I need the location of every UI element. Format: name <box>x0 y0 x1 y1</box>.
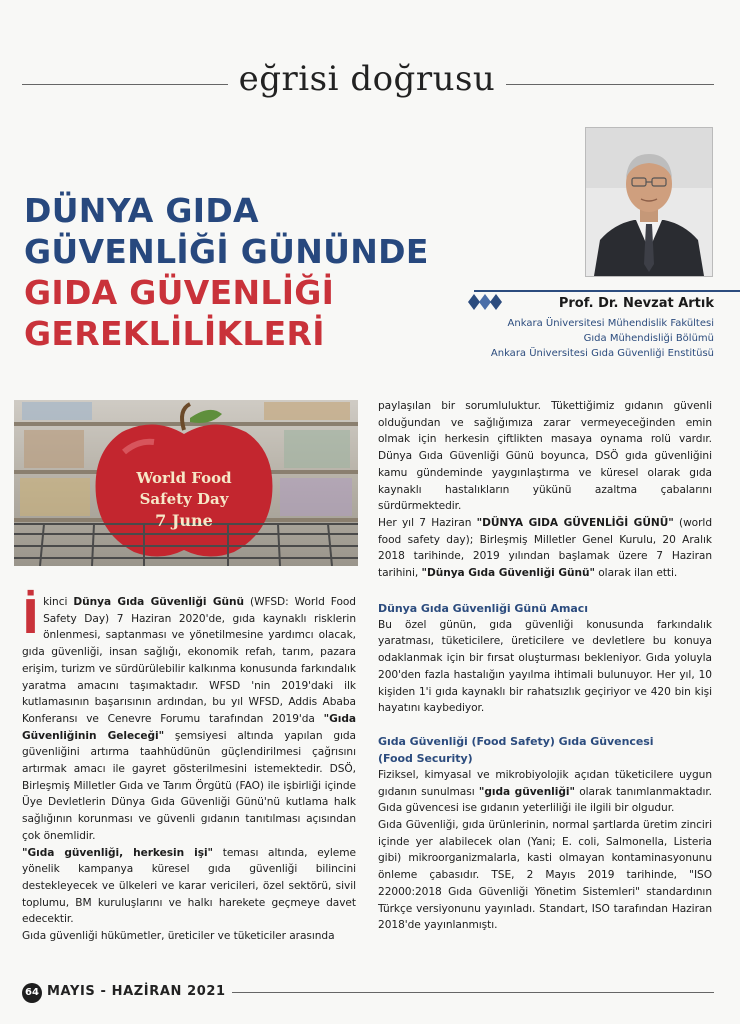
author-affiliation-1: Ankara Üniversitesi Mühendislik Fakültesi <box>507 318 714 329</box>
text-run: Fiziksel, kimyasal ve mikrobiyolojik açıdan tüketicilere uygun gıdanın sunulması <box>378 768 712 798</box>
text-run: Her yıl 7 Haziran <box>378 516 477 529</box>
left-paragraph-1 <box>22 590 357 845</box>
hero-text-line-2: Safety Day <box>139 490 229 508</box>
article-headline <box>24 190 464 354</box>
text-run: şemsiyesi altında yapılan gıda güvenliğini artırma taahhüdünün güçlendirilmesi çağrısını artırmak amacı ile gayret gösterilmesini istemektedir. DSÖ, Birleşmiş Milletler Gıda ve Tarım Örgütü (FAO) ile işbirliği içinde Üye Devletlerin Dünya Gıda Güvenliği Günü'nü kutlama halk sağlığının korunması ve güvenli gıdanın tanıtılması açısından çok önemlidir. <box>22 729 357 842</box>
subheading-food-security: (Food Security) <box>378 751 473 765</box>
bold-run: "Gıda güvenliği, herkesin işi" <box>22 846 214 859</box>
text-run: olarak ilan etti. <box>594 567 678 580</box>
author-affiliation-2: Gıda Mühendisliği Bölümü <box>583 333 714 344</box>
bold-run: Dünya Gıda Güvenliği Günü <box>73 596 244 608</box>
issue-date: MAYIS - HAZİRAN 2021 <box>47 984 226 999</box>
author-affiliation-3: Ankara Üniversitesi Gıda Güvenliği Enstitüsü <box>490 348 714 359</box>
subheading-purpose: Dünya Gıda Güvenliği Günü Amacı <box>378 601 588 615</box>
section-title: eğrisi doğrusu <box>238 59 496 99</box>
text-run: (WFSD: World Food Safety Day) 7 Haziran 2020'de, gıda kaynaklı risklerin önlenmesi, saptanması ve yönetilmesine yardımcı olacak, gıda güvenliği, insan sağlığı, ekonomik refah, tarım, pazara erişim, turizm ve sürdürülebilir kalkınma konusunda farkındalık yaratma amacını taşımaktadır. WFSD 'nin 2019'daki ilk kutlamasının başarısının ardından, bu yıl WFSD, Addis Ababa Konferansı ve Cenevre Forumu tarafından 2019'da <box>22 596 356 725</box>
text-run: olarak tanımlanmaktadır. Gıda güvencesi ise gıdanın yeterliliği ile ilgili bir olgudur. <box>378 785 712 815</box>
page-number: 64 <box>22 983 42 1003</box>
bold-run: "DÜNYA GIDA GÜVENLİĞİ GÜNÜ" <box>476 516 674 529</box>
subheading-food-safety: Gıda Güvenliği (Food Safety) Gıda Güvencesi <box>378 734 654 748</box>
headline-line-1: DÜNYA GIDA <box>24 191 259 230</box>
right-paragraph-3: Bu özel günün, gıda güvenliği konusunda farkındalık yaratması, tüketicilere, üreticilere ve devletlere bu konuya odaklanmak için bir fırsat oluşturması bekleniyor. Gıda yoluyla 200'den fazla hastalığın yayılma ihtimali bulunuyor. Her yıl, 10 kişiden 1'i gıda kaynaklı bir rahatsızlık geçiriyor ve 420 bin kişi hayatını kaybediyor. <box>378 618 712 715</box>
right-paragraph-4 <box>378 767 712 817</box>
right-column <box>378 398 712 934</box>
header-rule-right <box>506 84 714 85</box>
left-paragraph-3: Gıda güvenliği hükümetler, üreticiler ve tüketiciler arasında <box>22 930 335 943</box>
right-paragraph-2 <box>378 515 712 582</box>
author-portrait <box>585 127 713 277</box>
headline-line-3: GIDA GÜVENLİĞİ <box>24 273 335 312</box>
diamond-logo-icon <box>468 292 502 312</box>
headline-line-4: GEREKLİLİKLERİ <box>24 314 325 353</box>
author-divider <box>474 290 740 292</box>
hero-image <box>14 400 358 566</box>
right-paragraph-5: Gıda Güvenliği, gıda ürünlerinin, normal şartlarda üretim zinciri içinde yer alabilecek olan (Yani; E. coli, Salmonella, Listeria gibi) mikroorganizmalarla, kasti olmayan kontaminasyonunu önleme çabasıdır. TSE, 2 Mayıs 2019 tarihinde, "ISO 22000:2018 Gıda Güvenliği Yönetim Sistemleri" standardının Türkçe versiyonunu yayınladı. Standart, ISO tarafından Haziran 2018'de yayınlanmıştı. <box>378 819 712 932</box>
left-column <box>22 590 357 945</box>
bold-run: "Dünya Gıda Güvenliği Günü" <box>421 567 595 580</box>
text-run: (world food safety day); Birleşmiş Milletler Genel Kurulu, 20 Aralık 2018 tarihinde, 2019 yılından başlamak üzere 7 Haziran tarihini, <box>378 516 712 580</box>
bold-run: "gıda güvenliği" <box>478 785 575 798</box>
left-paragraph-2 <box>22 845 356 929</box>
text-run: teması altında, eyleme yönelik kampanya küresel gıda güvenliği bilincini destekleyecek ve ülkeleri ve karar vericileri, özel sektörü, sivil toplumu, BM kuruluşlarını ve halkı harekete geçmeye davet edecektir. <box>22 846 356 926</box>
right-paragraph-1: paylaşılan bir sorumluluktur. Tükettiğimiz gıdanın güvenli olduğundan ve sağlığımıza zarar vermeyeceğinden emin olmak için herkesin çiftlikten masaya oynama rolü vardır. Dünya Gıda Güvenliği Günü boyunca, DSÖ gıda güvenliğini kamu gündeminde yaygınlaştırma ve küresel olarak gıda kaynaklı hastalıkların yükünü azaltma çabalarını sürdürmektedir. <box>378 400 712 513</box>
hero-text-line-3: 7 June <box>155 511 213 530</box>
text-run: kinci <box>43 596 74 608</box>
footer-rule <box>232 992 714 993</box>
bold-run: "Gıda Güvenliğinin Geleceği" <box>22 712 356 742</box>
drop-cap: İ <box>22 590 40 644</box>
portrait-illustration <box>586 128 712 276</box>
header-rule-left <box>22 84 228 85</box>
author-name: Prof. Dr. Nevzat Artık <box>558 296 714 311</box>
hero-text-line-1: World Food <box>136 469 232 487</box>
headline-line-2: GÜVENLİĞİ GÜNÜNDE <box>24 232 429 271</box>
